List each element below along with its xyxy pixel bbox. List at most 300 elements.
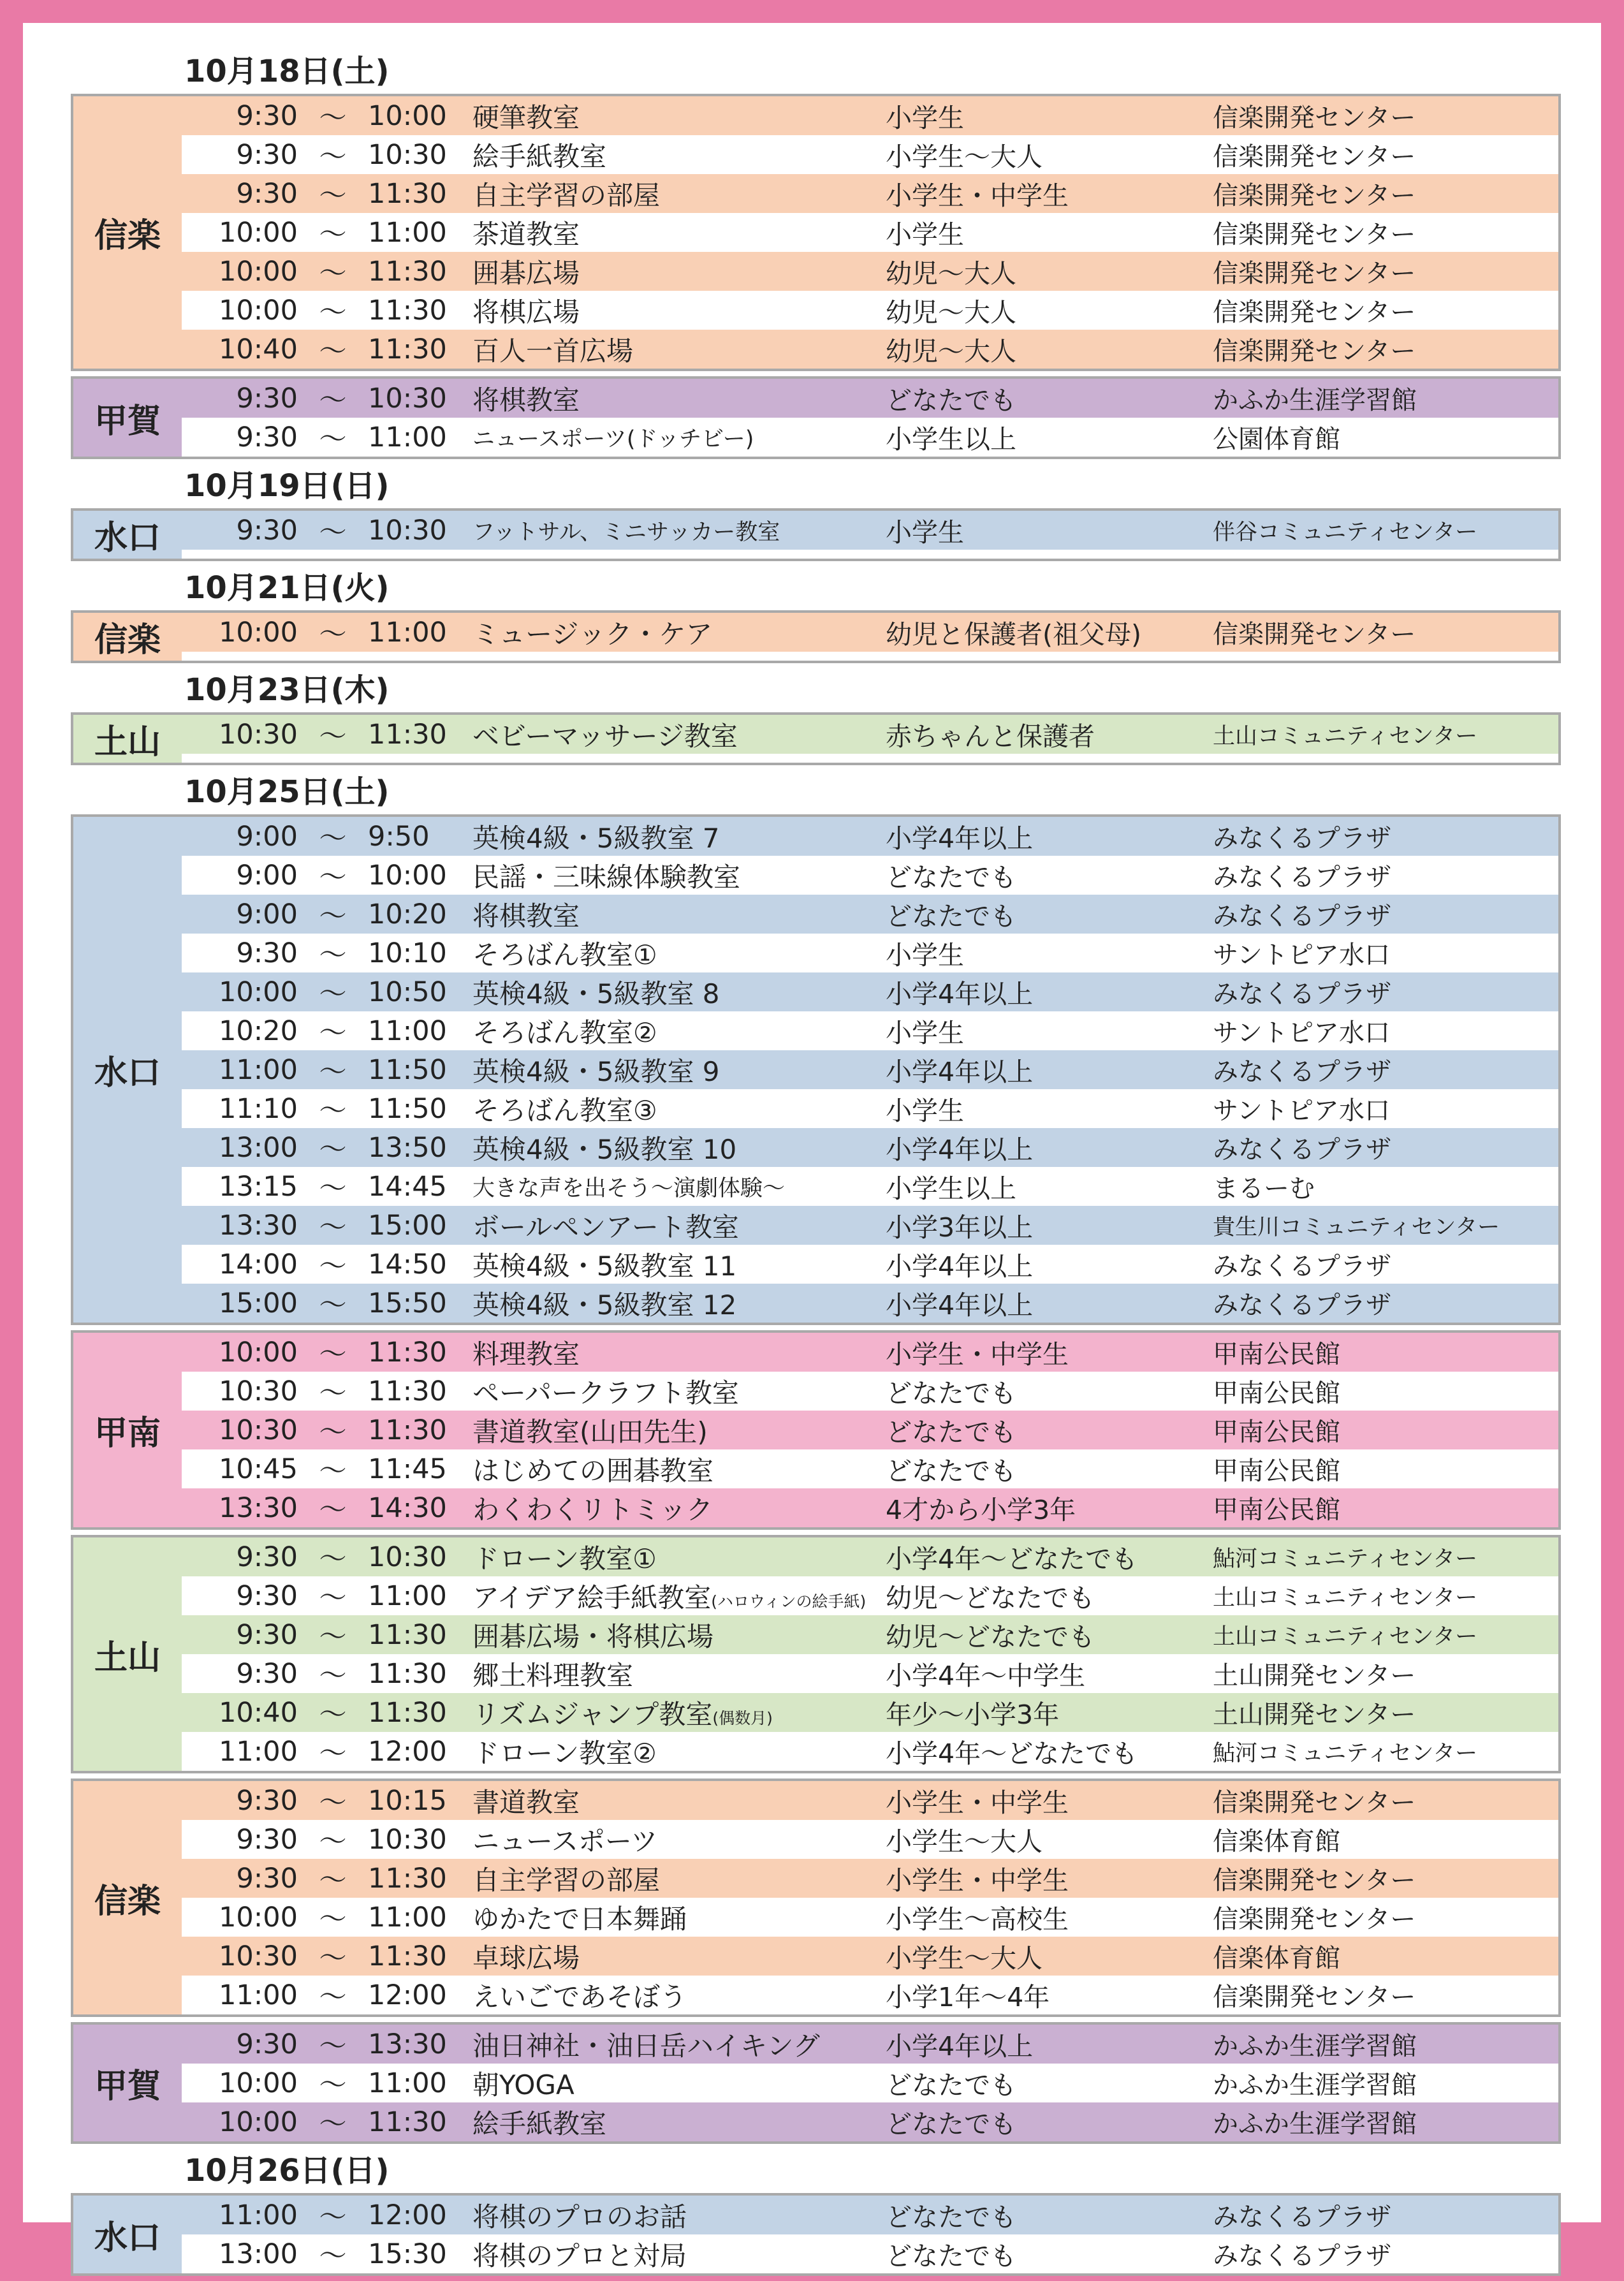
venue: 甲南公民館 <box>1213 1456 1340 1486</box>
event-name <box>469 515 886 546</box>
end-time: 11:50 <box>368 1053 447 1086</box>
event-name <box>469 934 886 972</box>
end-time: 14:50 <box>368 1248 447 1280</box>
end-time: 11:30 <box>368 718 447 751</box>
target-audience: どなたでも <box>886 385 1016 416</box>
event-rows <box>182 2025 1558 2141</box>
event-name <box>469 2235 886 2273</box>
time-separator: ～ <box>319 1134 347 1166</box>
end-time: 15:00 <box>368 1209 447 1242</box>
target-audience: 小学4年以上 <box>886 1290 1034 1321</box>
event-name <box>469 2025 886 2064</box>
region-group <box>71 712 1561 765</box>
end-time: 11:00 <box>368 616 447 649</box>
event-name <box>469 1616 886 1654</box>
event-title: ミュージック・ケア <box>472 618 713 650</box>
table-row <box>182 1488 1558 1527</box>
end-time: 10:30 <box>368 514 447 546</box>
venue: みなくるプラザ <box>1213 1057 1391 1087</box>
time-separator: ～ <box>319 619 347 650</box>
target-audience: 小学生 <box>886 1018 964 1048</box>
event-title: そろばん教室① <box>472 939 657 971</box>
start-time: 9:30 <box>236 138 298 171</box>
venue: かふか生涯学習館 <box>1213 2071 1417 2100</box>
time-separator: ～ <box>319 978 347 1010</box>
event-name <box>469 136 886 174</box>
time-separator: ～ <box>319 862 347 893</box>
table-row <box>182 1050 1558 1089</box>
start-time: 9:30 <box>236 1541 298 1573</box>
table-row <box>182 1937 1558 1976</box>
end-time: 11:30 <box>368 333 447 365</box>
time-separator: ～ <box>319 1494 347 1526</box>
target-audience: 幼児と保護者(祖父母) <box>886 619 1141 650</box>
target-audience: 小学4年以上 <box>886 1057 1034 1087</box>
event-name <box>469 2196 886 2234</box>
region-group <box>71 610 1561 663</box>
target-audience: 小学生～大人 <box>886 142 1042 172</box>
end-time: 11:30 <box>368 1696 447 1729</box>
venue: 信楽体育館 <box>1213 1944 1340 1973</box>
target-audience: 小学生・中学生 <box>886 1787 1069 1818</box>
table-row <box>182 1411 1558 1449</box>
event-name <box>469 1090 886 1128</box>
event-name <box>469 856 886 895</box>
venue: みなくるプラザ <box>1213 2203 1391 2232</box>
start-time: 11:00 <box>219 1735 298 1768</box>
event-title: 硬筆教室 <box>472 101 580 133</box>
event-title: 書道教室 <box>472 1786 580 1818</box>
start-time: 9:30 <box>236 1657 298 1690</box>
target-audience: 小学3年以上 <box>886 1212 1034 1243</box>
event-title: 英検4級・5級教室 9 <box>472 1055 720 1087</box>
event-title: 将棋広場 <box>472 296 580 328</box>
time-separator: ～ <box>319 335 347 367</box>
time-separator: ～ <box>319 2201 347 2233</box>
start-time: 13:30 <box>219 1492 298 1524</box>
table-row <box>182 1732 1558 1771</box>
venue: 信楽開発センター <box>1213 259 1416 288</box>
start-time: 10:00 <box>219 2067 298 2099</box>
table-row <box>182 1449 1558 1488</box>
time-separator: ～ <box>319 2030 347 2062</box>
target-audience: 小学4年以上 <box>886 1134 1034 1165</box>
end-time: 11:00 <box>368 216 447 249</box>
venue: みなくるプラザ <box>1213 902 1391 931</box>
target-audience: 小学4年以上 <box>886 979 1034 1009</box>
venue: サントピア水口 <box>1213 1096 1390 1126</box>
event-title: 英検4級・5級教室 7 <box>472 822 720 854</box>
date-heading: 10月26日(日) <box>184 2153 390 2189</box>
event-name <box>469 1129 886 1167</box>
table-row <box>182 1089 1558 1128</box>
table-row <box>182 1820 1558 1859</box>
event-rows <box>182 817 1558 1323</box>
end-time: 11:30 <box>368 177 447 210</box>
target-audience: 小学4年～どなたでも <box>886 1738 1138 1769</box>
start-time: 9:00 <box>236 859 298 891</box>
target-audience: 小学4年以上 <box>886 823 1034 854</box>
event-rows <box>182 1333 1558 1527</box>
start-time: 10:30 <box>219 1940 298 1972</box>
venue: かふか生涯学習館 <box>1213 386 1417 415</box>
target-audience: 小学生以上 <box>886 1173 1016 1204</box>
time-separator: ～ <box>319 1903 347 1935</box>
event-name <box>469 613 886 652</box>
end-time: 9:50 <box>368 820 430 853</box>
event-name <box>469 1411 886 1449</box>
start-time: 10:40 <box>219 333 298 365</box>
start-time: 9:30 <box>236 99 298 132</box>
event-name <box>469 818 886 856</box>
venue: まるーむ <box>1213 1174 1315 1203</box>
time-separator: ～ <box>319 721 347 752</box>
start-time: 9:30 <box>236 514 298 546</box>
start-time: 10:00 <box>219 616 298 649</box>
end-time: 10:20 <box>368 898 447 930</box>
venue: 貴生川コミュニティセンター <box>1213 1214 1500 1240</box>
event-name <box>469 1450 886 1488</box>
target-audience: どなたでも <box>886 1456 1016 1486</box>
region-group <box>71 1330 1561 1530</box>
event-name <box>469 1733 886 1771</box>
event-name <box>469 1898 886 1937</box>
venue: 伴谷コミュニティセンター <box>1213 519 1478 545</box>
end-time: 11:30 <box>368 255 447 288</box>
venue: みなくるプラザ <box>1213 824 1391 853</box>
end-time: 11:30 <box>368 1375 447 1407</box>
end-time: 13:50 <box>368 1131 447 1164</box>
time-separator: ～ <box>319 1543 347 1575</box>
region-group <box>71 508 1561 561</box>
event-name <box>469 1538 886 1576</box>
target-audience: 小学4年以上 <box>886 2031 1034 2062</box>
event-name <box>469 253 886 291</box>
table-row <box>182 291 1558 330</box>
event-title: 絵手紙教室 <box>472 140 607 172</box>
target-audience: どなたでも <box>886 2202 1016 2233</box>
event-title: 茶道教室 <box>472 218 580 250</box>
date-heading: 10月19日(日) <box>184 468 390 504</box>
event-title: ドローン教室② <box>472 1737 657 1769</box>
end-time: 10:15 <box>368 1784 447 1817</box>
region-group <box>71 2193 1561 2276</box>
time-separator: ～ <box>319 385 347 416</box>
event-title: わくわくリトミック <box>472 1493 713 1525</box>
end-time: 10:50 <box>368 976 447 1008</box>
table-row <box>182 1859 1558 1898</box>
end-time: 15:50 <box>368 1287 447 1319</box>
end-time: 13:30 <box>368 2028 447 2060</box>
venue: みなくるプラザ <box>1213 1252 1391 1281</box>
target-audience: 小学生～大人 <box>886 1826 1042 1857</box>
event-title: そろばん教室② <box>472 1016 657 1048</box>
venue: 信楽開発センター <box>1213 337 1416 366</box>
start-time: 15:00 <box>219 1287 298 1319</box>
end-time: 14:45 <box>368 1170 447 1203</box>
end-time: 11:30 <box>368 294 447 326</box>
region-label: 土山 <box>73 1537 182 1771</box>
region-group <box>71 814 1561 1325</box>
event-rows <box>182 1781 1558 2014</box>
event-title: リズムジャンプ教室 <box>472 1698 713 1730</box>
start-time: 10:00 <box>219 255 298 288</box>
end-time: 11:30 <box>368 1336 447 1368</box>
event-name <box>469 1051 886 1089</box>
target-audience: 小学生～高校生 <box>886 1904 1069 1935</box>
event-title: 郷土料理教室 <box>472 1659 634 1691</box>
table-row <box>182 330 1558 369</box>
time-separator: ～ <box>319 1621 347 1653</box>
time-separator: ～ <box>319 1981 347 2013</box>
event-title: 百人一首広場 <box>472 335 634 367</box>
start-time: 10:00 <box>219 294 298 326</box>
start-time: 9:30 <box>236 1784 298 1817</box>
venue: サントピア水口 <box>1213 1018 1390 1048</box>
end-time: 10:00 <box>368 99 447 132</box>
end-time: 10:30 <box>368 382 447 414</box>
event-title: アイデア絵手紙教室 <box>472 1581 712 1613</box>
table-row <box>182 1284 1558 1323</box>
event-title: 書道教室(山田先生) <box>472 1416 708 1448</box>
event-name <box>469 1245 886 1284</box>
event-title: フットサル、ミニサッカー教室 <box>472 519 780 545</box>
start-time: 9:30 <box>236 382 298 414</box>
start-time: 11:00 <box>219 1979 298 2011</box>
target-audience: どなたでも <box>886 901 1016 932</box>
time-separator: ～ <box>319 1582 347 1614</box>
venue: 土山開発センター <box>1213 1700 1416 1729</box>
venue: 信楽開発センター <box>1213 181 1416 210</box>
venue: かふか生涯学習館 <box>1213 2032 1417 2061</box>
event-title: 英検4級・5級教室 10 <box>472 1133 737 1165</box>
time-separator: ～ <box>319 900 347 932</box>
venue: 信楽開発センター <box>1213 1905 1416 1934</box>
table-row <box>182 1167 1558 1206</box>
target-audience: 幼児～どなたでも <box>886 1622 1095 1652</box>
venue: 信楽開発センター <box>1213 142 1416 172</box>
event-rows <box>182 96 1558 369</box>
event-name <box>469 1284 886 1323</box>
start-time: 9:00 <box>236 898 298 930</box>
time-separator: ～ <box>319 1826 347 1858</box>
target-audience: 小学4年～中学生 <box>886 1661 1086 1691</box>
start-time: 10:00 <box>219 2106 298 2138</box>
event-name <box>469 715 886 754</box>
time-separator: ～ <box>319 1455 347 1487</box>
target-audience: 幼児～大人 <box>886 258 1016 289</box>
region-label: 信楽 <box>73 96 182 369</box>
end-time: 10:30 <box>368 1823 447 1856</box>
time-separator: ～ <box>319 1173 347 1205</box>
target-audience: 小学生 <box>886 517 964 548</box>
start-time: 13:00 <box>219 1131 298 1164</box>
event-name <box>469 1976 886 2014</box>
time-separator: ～ <box>319 1289 347 1321</box>
time-separator: ～ <box>319 423 347 455</box>
table-row <box>182 1128 1558 1167</box>
event-title: 英検4級・5級教室 8 <box>472 978 720 1009</box>
end-time: 11:30 <box>368 1618 447 1651</box>
table-row <box>182 135 1558 174</box>
table-row <box>182 1654 1558 1693</box>
time-separator: ～ <box>319 1251 347 1282</box>
table-row <box>182 2064 1558 2102</box>
start-time: 10:20 <box>219 1015 298 1047</box>
time-separator: ～ <box>319 1660 347 1692</box>
event-rows <box>182 1537 1558 1771</box>
event-name <box>469 1694 886 1732</box>
time-separator: ～ <box>319 1942 347 1974</box>
target-audience: 小学4年～どなたでも <box>886 1544 1138 1574</box>
region-group <box>71 1779 1561 2017</box>
event-name <box>469 1207 886 1245</box>
schedule-page <box>23 23 1601 2272</box>
start-time: 10:40 <box>219 1696 298 1729</box>
end-time: 10:10 <box>368 937 447 969</box>
event-title: ボールペンアート教室 <box>472 1211 739 1243</box>
time-separator: ～ <box>319 517 347 548</box>
start-time: 11:10 <box>219 1092 298 1125</box>
time-separator: ～ <box>319 2069 347 2101</box>
event-title: 将棋のプロのお話 <box>472 2201 687 2233</box>
table-row <box>182 1333 1558 1372</box>
end-time: 11:00 <box>368 2067 447 2099</box>
time-separator: ～ <box>319 1095 347 1127</box>
start-time: 10:30 <box>219 718 298 751</box>
event-name <box>469 1333 886 1372</box>
table-row <box>182 613 1558 652</box>
venue: 甲南公民館 <box>1213 1418 1340 1447</box>
event-title: 絵手紙教室 <box>472 2108 607 2139</box>
table-row <box>182 2196 1558 2234</box>
event-title: 料理教室 <box>472 1338 580 1370</box>
event-note: (ハロウィンの絵手紙) <box>711 1592 867 1611</box>
table-row <box>182 817 1558 856</box>
venue: 土山コミュニティセンター <box>1213 723 1478 749</box>
event-name <box>469 2103 886 2141</box>
event-title: ベビーマッサージ教室 <box>472 720 738 752</box>
event-title: 自主学習の部屋 <box>472 179 661 211</box>
event-title: 英検4級・5級教室 12 <box>472 1289 737 1321</box>
venue: 鮎河コミュニティセンター <box>1213 1546 1478 1572</box>
start-time: 10:00 <box>219 976 298 1008</box>
event-name <box>469 291 886 330</box>
start-time: 13:00 <box>219 2238 298 2270</box>
table-row <box>182 1615 1558 1654</box>
table-row <box>182 1576 1558 1615</box>
table-row <box>182 1898 1558 1937</box>
date-heading: 10月21日(火) <box>184 570 390 606</box>
time-separator: ～ <box>319 1738 347 1770</box>
time-separator: ～ <box>319 1212 347 1243</box>
end-time: 11:30 <box>368 1862 447 1895</box>
event-name <box>469 1821 886 1859</box>
date-heading: 10月25日(土) <box>184 774 390 810</box>
table-row <box>182 96 1558 135</box>
event-name <box>469 1937 886 1976</box>
table-row <box>182 895 1558 934</box>
event-title: ゆかたで日本舞踊 <box>472 1903 687 1935</box>
venue: 信楽開発センター <box>1213 103 1416 133</box>
start-time: 10:30 <box>219 1375 298 1407</box>
table-row <box>182 418 1558 457</box>
start-time: 14:00 <box>219 1248 298 1280</box>
event-note: (偶数月) <box>712 1708 773 1727</box>
venue: 信楽開発センター <box>1213 1983 1416 2012</box>
venue: 信楽開発センター <box>1213 298 1416 327</box>
region-label: 甲賀 <box>73 2025 182 2141</box>
event-name <box>469 895 886 934</box>
end-time: 10:00 <box>368 859 447 891</box>
target-audience: 4才から小学3年 <box>886 1495 1076 1525</box>
time-separator: ～ <box>319 1699 347 1731</box>
start-time: 9:30 <box>236 1618 298 1651</box>
time-separator: ～ <box>319 1416 347 1448</box>
table-row <box>182 1245 1558 1284</box>
region-label: 甲賀 <box>73 379 182 457</box>
time-separator: ～ <box>319 102 347 134</box>
end-time: 12:00 <box>368 1979 447 2011</box>
region-group <box>71 376 1561 459</box>
time-separator: ～ <box>319 2240 347 2272</box>
region-label: 水口 <box>73 511 182 559</box>
target-audience: どなたでも <box>886 1378 1016 1409</box>
table-row <box>182 934 1558 972</box>
table-row <box>182 972 1558 1011</box>
event-title: ニュースポーツ <box>472 1825 658 1857</box>
target-audience: 小学生・中学生 <box>886 180 1069 211</box>
target-audience: 幼児～大人 <box>886 336 1016 367</box>
event-title: ドローン教室① <box>472 1543 657 1574</box>
target-audience: 赤ちゃんと保護者 <box>886 721 1095 752</box>
target-audience: 小学生・中学生 <box>886 1865 1069 1896</box>
target-audience: どなたでも <box>886 862 1016 893</box>
time-separator: ～ <box>319 141 347 173</box>
venue: サントピア水口 <box>1213 941 1390 970</box>
event-rows <box>182 511 1558 559</box>
table-row <box>182 213 1558 252</box>
end-time: 11:00 <box>368 1580 447 1612</box>
end-time: 11:45 <box>368 1453 447 1485</box>
target-audience: 小学生 <box>886 103 964 133</box>
venue: 土山コミュニティセンター <box>1213 1585 1478 1611</box>
event-name <box>469 422 886 453</box>
target-audience: どなたでも <box>886 2241 1016 2271</box>
start-time: 10:30 <box>219 1414 298 1446</box>
event-title: 油日神社・油日岳ハイキング <box>472 2030 820 2062</box>
start-time: 11:00 <box>219 2199 298 2231</box>
region-label: 甲南 <box>73 1333 182 1527</box>
table-row <box>182 1781 1558 1820</box>
target-audience: 小学生～大人 <box>886 1943 1042 1974</box>
region-label: 水口 <box>73 817 182 1323</box>
event-title: 卓球広場 <box>472 1942 580 1974</box>
end-time: 11:30 <box>368 1940 447 1972</box>
event-name <box>469 2064 886 2102</box>
start-time: 13:30 <box>219 1209 298 1242</box>
start-time: 10:00 <box>219 1901 298 1933</box>
event-name <box>469 1577 886 1615</box>
event-title: 囲碁広場 <box>472 257 580 289</box>
table-row <box>182 2102 1558 2141</box>
event-name <box>469 1859 886 1898</box>
event-rows <box>182 613 1558 661</box>
event-title: 自主学習の部屋 <box>472 1864 661 1896</box>
target-audience: 小学4年以上 <box>886 1251 1034 1282</box>
event-name <box>469 1372 886 1411</box>
time-separator: ～ <box>319 219 347 251</box>
